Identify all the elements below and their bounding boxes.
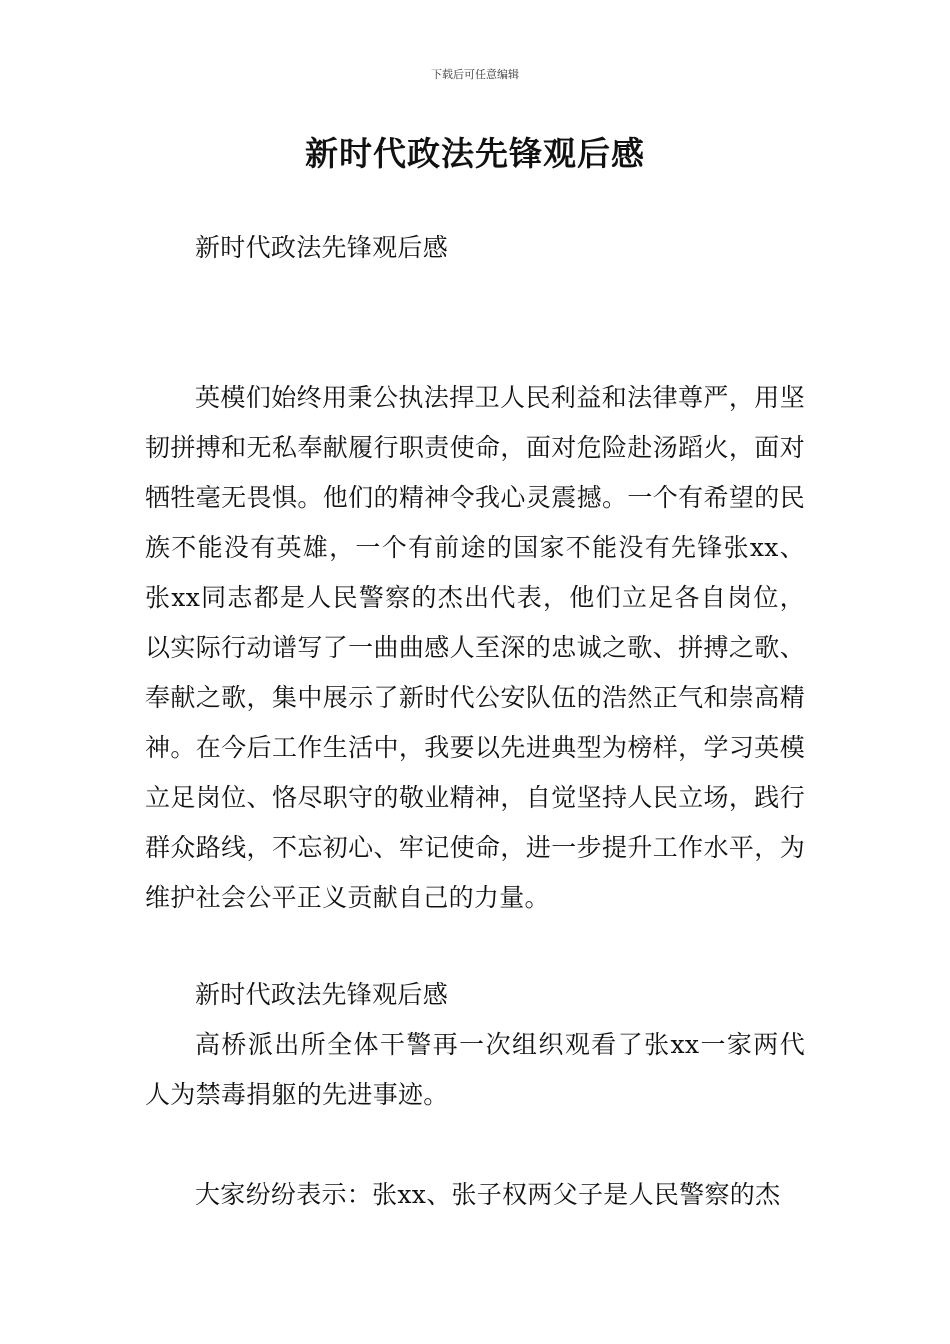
section-heading-1: 新时代政法先锋观后感 bbox=[195, 233, 449, 262]
paragraph-3: 大家纷纷表示：张xx、张子权两父子是人民警察的杰 bbox=[195, 1180, 781, 1209]
paragraph-2: 高桥派出所全体干警再一次组织观看了张xx一家两代人为禁毒捐躯的先进事迹。 bbox=[145, 1030, 805, 1109]
paragraph-1: 英模们始终用秉公执法捍卫人民利益和法律尊严，用坚韧拼搏和无私奉献履行职责使命，面对危险赴汤蹈火，面对牺牲毫无畏惧。他们的精神令我心灵震撼。一个有希望的民族不能没有英雄，一个有前途的国家不能没有先锋张xx、张xx同志都是人民警察的杰出代表，他们立足各自岗位，以实际行动谱写了一曲曲感人至深的忠诚之歌、拼搏之歌、奉献之歌，集中展示了新时代公安队伍的浩然正气和崇高精神。在今后工作生活中，我要以先进典型为榜样，学习英模立足岗位、恪尽职守的敬业精神，自觉坚持人民立场，践行群众路线，不忘初心、牢记使命，进一步提升工作水平，为维护社会公平正义贡献自己的力量。 bbox=[145, 383, 805, 912]
document-title: 新时代政法先锋观后感 bbox=[305, 134, 645, 173]
section-heading-2: 新时代政法先锋观后感 bbox=[195, 980, 449, 1009]
header-note: 下载后可任意编辑 bbox=[431, 68, 519, 81]
